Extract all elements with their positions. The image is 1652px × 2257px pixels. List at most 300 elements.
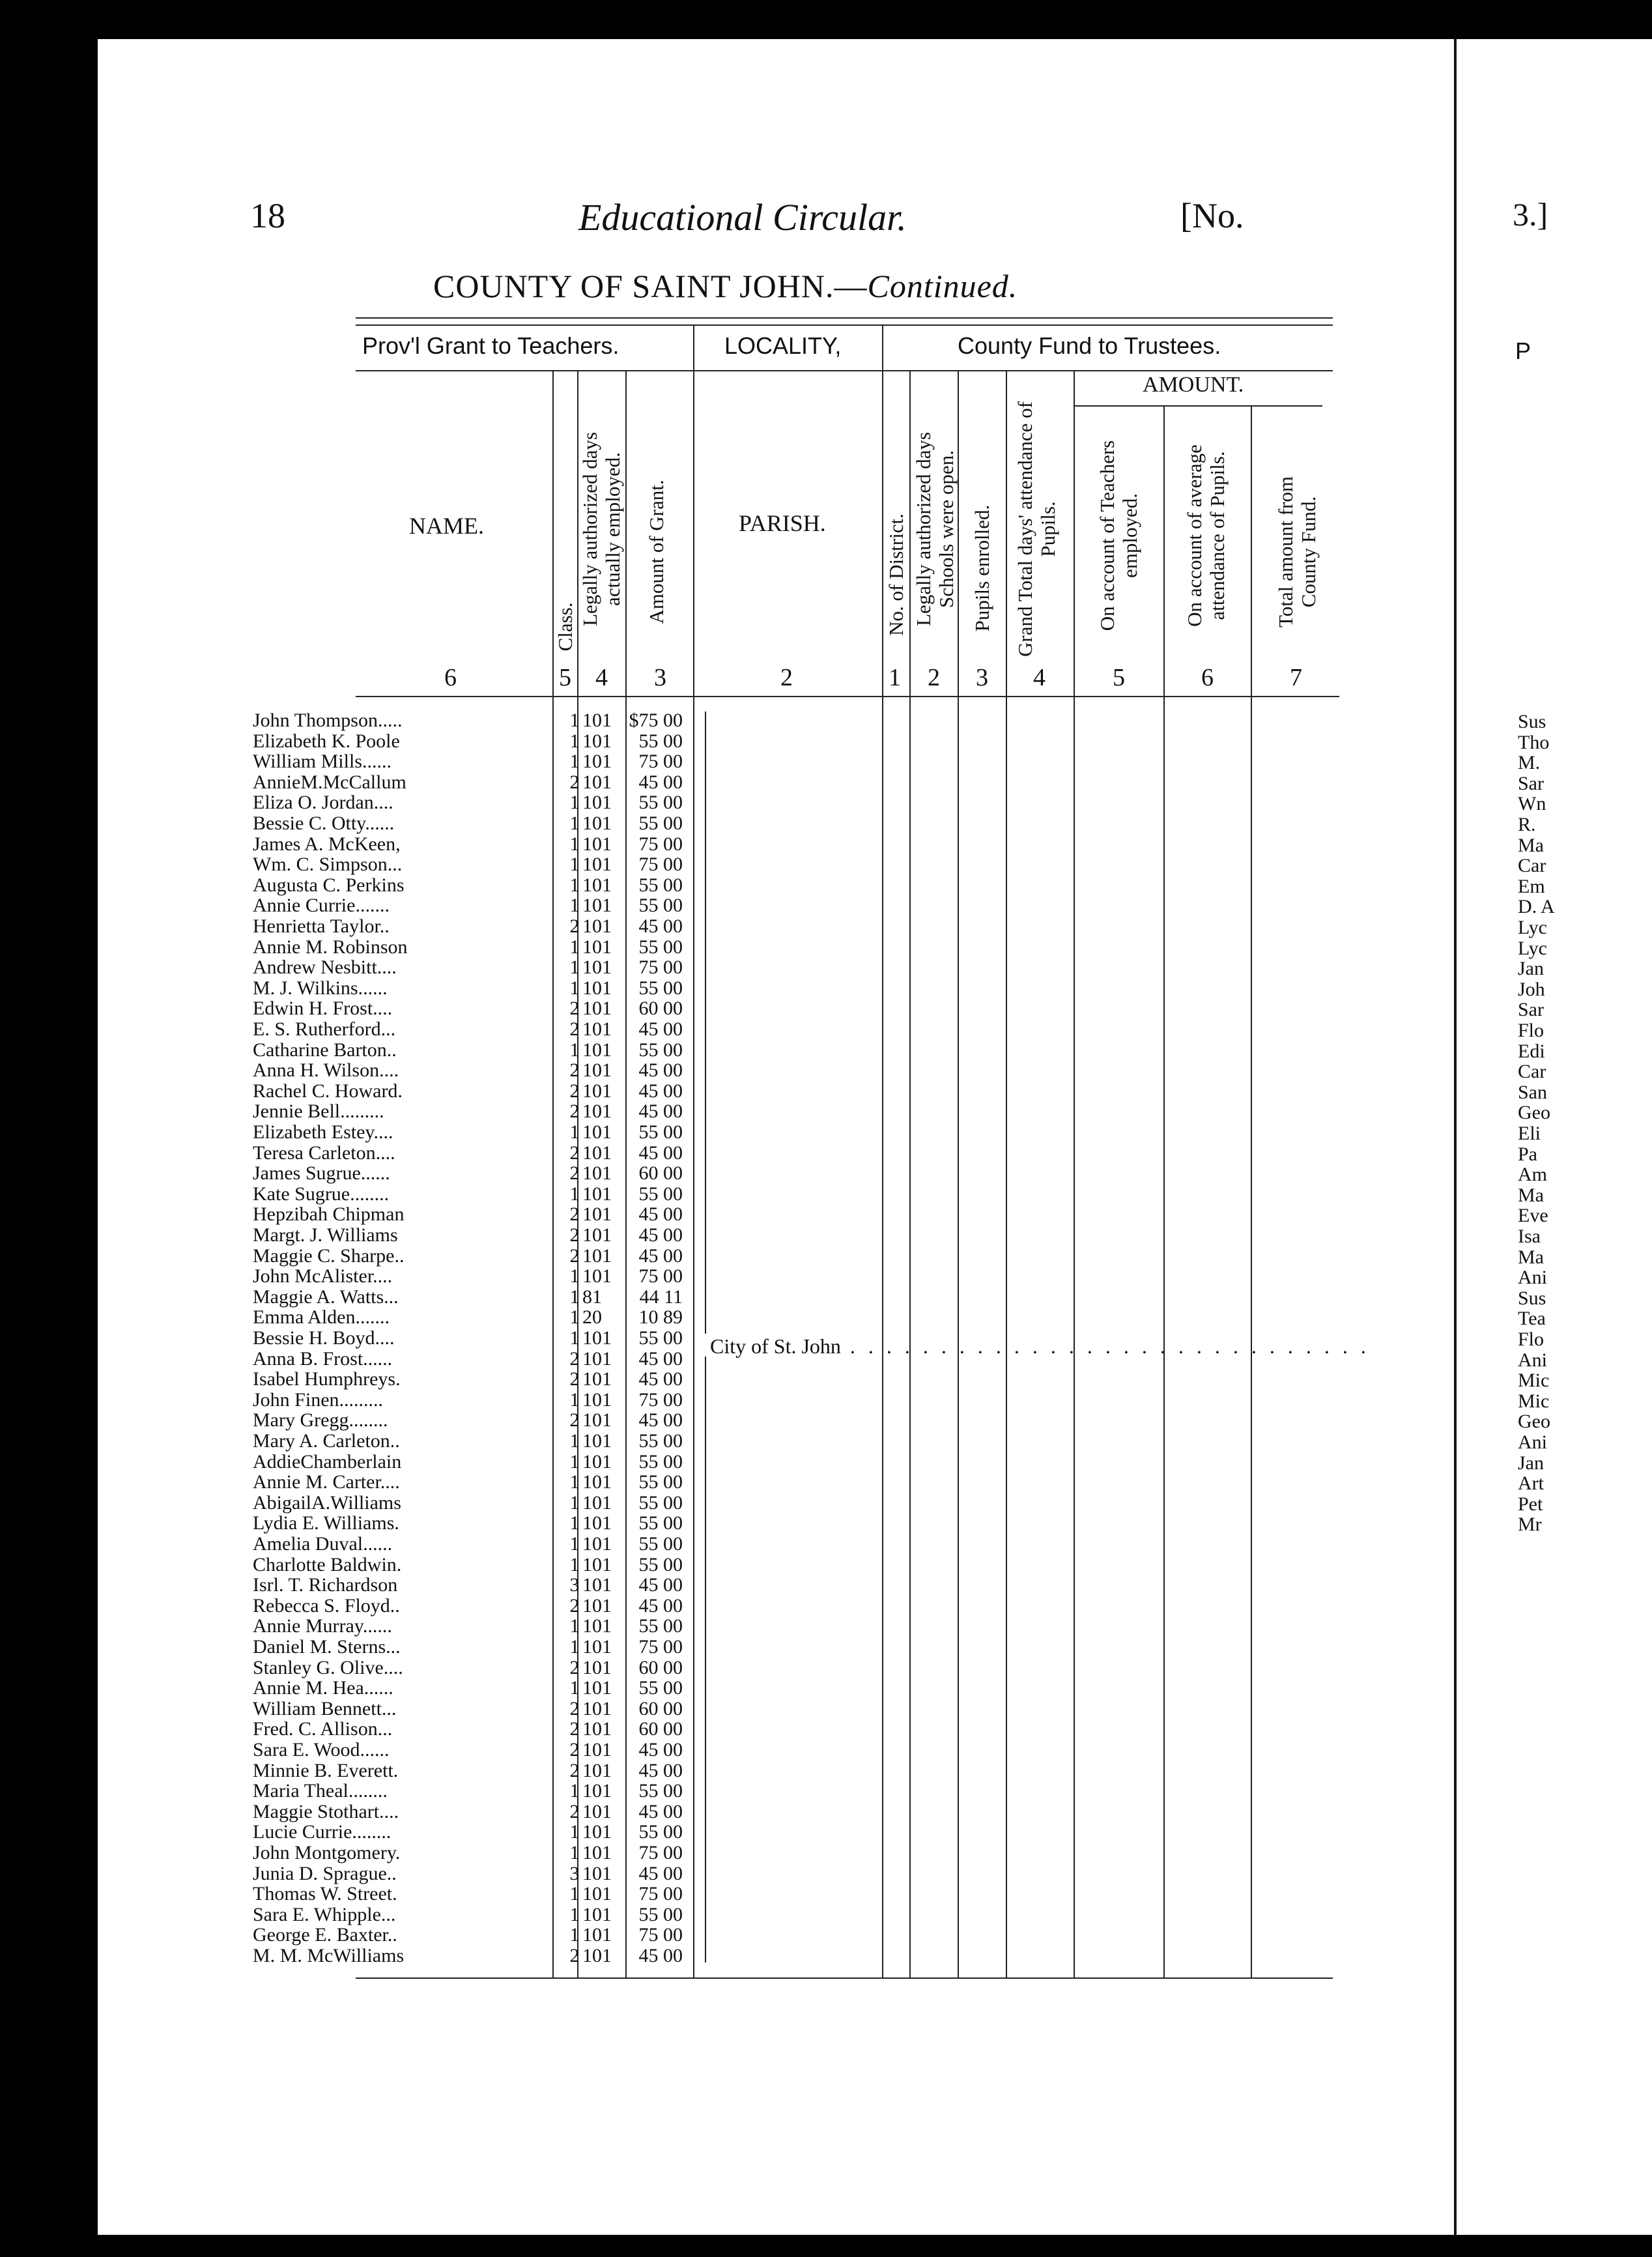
teacher-days: 101 <box>582 1636 612 1658</box>
teacher-name: Sara E. Wood...... <box>253 1739 390 1761</box>
teacher-grant: 55 00 <box>638 1471 683 1493</box>
teacher-grant: 55 00 <box>638 1533 683 1555</box>
next-page-row: Ani <box>1518 1431 1547 1453</box>
teacher-days: 20 <box>582 1306 602 1329</box>
next-page-row: Eve <box>1518 1205 1548 1227</box>
header-attendance: Grand Total days' attendance of Pupils. <box>1014 401 1059 657</box>
next-page-row: Lyc <box>1518 917 1547 938</box>
next-page-row: Flo <box>1518 1020 1545 1041</box>
teacher-days: 101 <box>582 1203 612 1226</box>
colnum-attendance: 4 <box>1033 664 1046 691</box>
teacher-name: Thomas W. Street. <box>253 1883 397 1905</box>
teacher-days: 101 <box>582 1409 612 1431</box>
next-page-row: D. A <box>1518 896 1555 918</box>
teacher-days: 101 <box>582 1430 612 1452</box>
teacher-grant: 45 00 <box>638 1100 683 1123</box>
teacher-grant: 45 00 <box>638 1739 683 1761</box>
top-rule <box>356 317 1333 319</box>
teacher-days: 101 <box>582 1142 612 1164</box>
teacher-grant: 60 00 <box>638 1718 683 1740</box>
teacher-grant: 55 00 <box>638 977 683 999</box>
teacher-grant: 75 00 <box>638 1636 683 1658</box>
teacher-name: John Montgomery. <box>253 1842 401 1863</box>
teacher-days: 101 <box>582 1697 612 1719</box>
teacher-class: 1 <box>569 1471 580 1493</box>
teacher-grant: 55 00 <box>638 1491 683 1514</box>
teacher-class: 1 <box>569 833 580 855</box>
next-page-row: Car <box>1518 1061 1546 1083</box>
teacher-grant: 55 00 <box>638 1677 683 1699</box>
teacher-name: Sara E. Whipple... <box>253 1903 396 1925</box>
teacher-grant: 45 00 <box>638 1800 683 1822</box>
teacher-days: 101 <box>582 1842 612 1863</box>
teacher-name: M. J. Wilkins...... <box>253 977 388 999</box>
teacher-grant: 75 00 <box>638 833 683 855</box>
next-page-row: Mic <box>1518 1370 1550 1392</box>
teacher-name: Annie M. Robinson <box>253 936 408 958</box>
teacher-grant: 55 00 <box>638 1780 683 1802</box>
header-grant: Amount of Grant. <box>645 480 668 624</box>
teacher-grant: 55 00 <box>638 1450 683 1473</box>
teacher-class: 1 <box>569 874 580 896</box>
teacher-days: 81 <box>582 1286 602 1308</box>
teacher-grant: 55 00 <box>638 792 683 814</box>
teacher-grant: $75 00 <box>629 710 683 731</box>
teacher-grant: 75 00 <box>638 854 683 876</box>
teacher-grant: 55 00 <box>638 1039 683 1061</box>
teacher-name: M. M. McWilliams <box>253 1945 405 1966</box>
teacher-class: 2 <box>569 1945 580 1966</box>
teacher-class: 1 <box>569 895 580 917</box>
teacher-name: Stanley G. Olive.... <box>253 1656 403 1678</box>
teacher-days: 101 <box>582 1183 612 1205</box>
teacher-name: Kate Sugrue........ <box>253 1183 390 1205</box>
teacher-class: 1 <box>569 1512 580 1534</box>
teacher-grant: 55 00 <box>638 1615 683 1637</box>
teacher-days: 101 <box>582 1821 612 1843</box>
teacher-days: 101 <box>582 730 612 752</box>
teacher-name: Elizabeth Estey.... <box>253 1121 393 1143</box>
teacher-grant: 44 11 <box>639 1286 683 1308</box>
next-page-row: Sar <box>1518 999 1544 1021</box>
teacher-name: Isabel Humphreys. <box>253 1368 401 1390</box>
teacher-class: 2 <box>569 1409 580 1431</box>
teacher-class: 1 <box>569 1450 580 1473</box>
teacher-name: Annie Murray...... <box>253 1615 392 1637</box>
teacher-days: 101 <box>582 895 612 917</box>
teacher-grant: 45 00 <box>638 1224 683 1246</box>
teacher-class: 2 <box>569 1800 580 1822</box>
group-amount: AMOUNT. <box>1143 373 1244 397</box>
teacher-class: 1 <box>569 1183 580 1205</box>
teacher-class: 1 <box>569 1121 580 1143</box>
col-divider-attendance <box>1074 370 1075 1977</box>
teacher-name: Andrew Nesbitt.... <box>253 956 397 979</box>
teacher-name: Rachel C. Howard. <box>253 1080 403 1102</box>
teacher-class: 1 <box>569 1388 580 1411</box>
teacher-class: 2 <box>569 1142 580 1164</box>
teacher-class: 2 <box>569 998 580 1020</box>
col-divider-average <box>1251 405 1252 1977</box>
teacher-name: Rebecca S. Floyd.. <box>253 1594 400 1617</box>
teacher-name: Annie M. Carter.... <box>253 1471 400 1493</box>
teacher-days: 101 <box>582 1553 612 1575</box>
header-teachers-account: On account of Teachers employed. <box>1096 440 1141 631</box>
teacher-days: 101 <box>582 1780 612 1802</box>
teacher-days: 101 <box>582 1759 612 1781</box>
teacher-class: 1 <box>569 854 580 876</box>
table-title <box>433 267 1018 305</box>
teacher-name: Maggie A. Watts... <box>253 1286 399 1308</box>
teacher-days: 101 <box>582 874 612 896</box>
teacher-days: 101 <box>582 1347 612 1370</box>
teacher-grant: 75 00 <box>638 1265 683 1287</box>
teacher-days: 101 <box>582 1800 612 1822</box>
teacher-grant: 45 00 <box>638 1080 683 1102</box>
teacher-days: 101 <box>582 1615 612 1637</box>
col-divider-grant <box>693 326 694 1977</box>
teacher-days: 101 <box>582 1491 612 1514</box>
teacher-grant: 45 00 <box>638 1409 683 1431</box>
group-locality: LOCALITY, <box>724 332 842 359</box>
teacher-class: 1 <box>569 1306 580 1329</box>
teacher-days: 101 <box>582 977 612 999</box>
colnum-grant: 3 <box>654 664 666 691</box>
teacher-grant: 55 00 <box>638 1327 683 1349</box>
next-page-row: Tho <box>1518 731 1550 753</box>
group-county: County Fund to Trustees. <box>958 332 1221 359</box>
teacher-grant: 75 00 <box>638 751 683 773</box>
next-page-row: Em <box>1518 875 1545 897</box>
teacher-grant: 55 00 <box>638 1821 683 1843</box>
teacher-name: John Thompson..... <box>253 710 403 731</box>
next-page-row: Edi <box>1518 1040 1545 1062</box>
next-page-row: Ma <box>1518 1246 1544 1268</box>
teacher-grant: 60 00 <box>638 1697 683 1719</box>
teacher-name: Lydia E. Williams. <box>253 1512 399 1534</box>
teacher-name: Edwin H. Frost.... <box>253 998 393 1020</box>
teacher-class: 1 <box>569 1553 580 1575</box>
teacher-class: 2 <box>569 1656 580 1678</box>
teacher-name: Charlotte Baldwin. <box>253 1553 402 1575</box>
teacher-class: 1 <box>569 1491 580 1514</box>
teacher-days: 101 <box>582 812 612 834</box>
next-page-row: Geo <box>1518 1102 1550 1124</box>
teacher-class: 1 <box>569 936 580 958</box>
teacher-class: 1 <box>569 956 580 979</box>
header-days-employed: Legally authorized days actually employed. <box>578 432 624 626</box>
teacher-days: 101 <box>582 1121 612 1143</box>
teacher-class: 1 <box>569 1265 580 1287</box>
teacher-class: 2 <box>569 1059 580 1082</box>
teacher-name: Henrietta Taylor.. <box>253 915 390 937</box>
teacher-name: Maggie C. Sharpe.. <box>253 1244 405 1267</box>
teacher-days: 101 <box>582 751 612 773</box>
next-page-row: Tea <box>1518 1308 1546 1330</box>
teacher-name: Jennie Bell......... <box>253 1100 384 1123</box>
next-page-row: Jan <box>1518 958 1544 980</box>
teacher-grant: 45 00 <box>638 1759 683 1781</box>
teacher-grant: 60 00 <box>638 998 683 1020</box>
teacher-name: Elizabeth K. Poole <box>253 730 400 752</box>
teacher-class: 2 <box>569 1244 580 1267</box>
teacher-grant: 45 00 <box>638 771 683 793</box>
teacher-grant: 45 00 <box>638 1574 683 1596</box>
teacher-grant: 45 00 <box>638 1368 683 1390</box>
next-page-row: Flo <box>1518 1329 1545 1350</box>
teacher-days: 101 <box>582 854 612 876</box>
teacher-name: William Bennett... <box>253 1697 397 1719</box>
next-page-row: M. <box>1518 752 1541 774</box>
teacher-class: 2 <box>569 1594 580 1617</box>
teacher-name: John Finen......... <box>253 1388 384 1411</box>
teacher-class: 1 <box>569 792 580 814</box>
teacher-days: 101 <box>582 1450 612 1473</box>
teacher-name: John McAlister.... <box>253 1265 393 1287</box>
teacher-grant: 55 00 <box>638 1430 683 1452</box>
teacher-name: Margt. J. Williams <box>253 1224 398 1246</box>
next-page-row: Sar <box>1518 772 1544 794</box>
teacher-class: 3 <box>569 1574 580 1596</box>
teacher-name: Hepzibah Chipman <box>253 1203 405 1226</box>
teacher-days: 101 <box>582 1059 612 1082</box>
header-average-account: On account of average attendance of Pupils. <box>1183 444 1229 627</box>
teacher-days: 101 <box>582 1945 612 1966</box>
next-page-row: San <box>1518 1081 1547 1103</box>
col-divider-parish <box>882 326 883 1977</box>
teacher-grant: 75 00 <box>638 1842 683 1863</box>
next-page-row: R. <box>1518 814 1536 835</box>
teacher-name: Bessie C. Otty...... <box>253 812 395 834</box>
colnum-pupils: 3 <box>976 664 988 691</box>
teacher-class: 1 <box>569 1677 580 1699</box>
teacher-class: 2 <box>569 1759 580 1781</box>
teacher-grant: 45 00 <box>638 1018 683 1040</box>
teacher-grant: 55 00 <box>638 1903 683 1925</box>
teacher-name: AnnieM.McCallum <box>253 771 406 793</box>
teacher-class: 2 <box>569 1347 580 1370</box>
next-page-row: Sus <box>1518 1287 1546 1309</box>
colnum-days: 4 <box>595 664 608 691</box>
teacher-grant: 55 00 <box>638 936 683 958</box>
teacher-days: 101 <box>582 1883 612 1905</box>
teacher-name: Junia D. Sprague.. <box>253 1862 397 1884</box>
teacher-class: 1 <box>569 1430 580 1452</box>
next-page-row: Eli <box>1518 1123 1541 1144</box>
teacher-days: 101 <box>582 792 612 814</box>
teacher-days: 101 <box>582 1388 612 1411</box>
header-district: No. of District. <box>885 513 907 636</box>
teacher-days: 101 <box>582 1574 612 1596</box>
teacher-name: Eliza O. Jordan.... <box>253 792 393 814</box>
next-page-row: Sus <box>1518 711 1546 732</box>
teacher-name: Emma Alden....... <box>253 1306 390 1329</box>
teacher-name: Maria Theal........ <box>253 1780 388 1802</box>
teacher-class: 1 <box>569 730 580 752</box>
teacher-days: 101 <box>582 1162 612 1185</box>
teacher-name: Bessie H. Boyd.... <box>253 1327 395 1349</box>
colnum-days-open: 2 <box>928 664 940 691</box>
locality-brace-top <box>705 712 713 1334</box>
top-rule-2 <box>356 324 1333 326</box>
teacher-days: 101 <box>582 1368 612 1390</box>
teacher-days: 101 <box>582 1718 612 1740</box>
teacher-name: Fred. C. Allison... <box>253 1718 393 1740</box>
teacher-days: 101 <box>582 998 612 1020</box>
next-page-row: Art <box>1518 1473 1544 1495</box>
teacher-grant: 45 00 <box>638 1142 683 1164</box>
teacher-name: Daniel M. Sterns... <box>253 1636 401 1658</box>
group-provincial: Prov'l Grant to Teachers. <box>362 332 620 359</box>
teacher-days: 101 <box>582 710 612 731</box>
colnum-total: 7 <box>1290 664 1302 691</box>
teacher-class: 1 <box>569 1924 580 1946</box>
teacher-grant: 75 00 <box>638 1388 683 1411</box>
teacher-days: 101 <box>582 1656 612 1678</box>
teacher-class: 2 <box>569 1718 580 1740</box>
header-bottom-rule <box>356 696 1339 697</box>
teacher-grant: 45 00 <box>638 1244 683 1267</box>
teacher-days: 101 <box>582 1512 612 1534</box>
colnum-name: 6 <box>444 664 457 691</box>
teacher-name: Mary A. Carleton.. <box>253 1430 400 1452</box>
teacher-grant: 55 00 <box>638 1512 683 1534</box>
teacher-name: Augusta C. Perkins <box>253 874 405 896</box>
teacher-name: Lucie Currie........ <box>253 1821 392 1843</box>
teacher-name: Annie M. Hea...... <box>253 1677 393 1699</box>
teacher-grant: 45 00 <box>638 915 683 937</box>
teacher-class: 2 <box>569 1018 580 1040</box>
next-page-row: Pa <box>1518 1143 1537 1165</box>
teacher-grant: 55 00 <box>638 730 683 752</box>
amount-rule <box>1075 405 1322 407</box>
teacher-class: 1 <box>569 1636 580 1658</box>
teacher-class: 1 <box>569 1780 580 1802</box>
teacher-name: Anna B. Frost...... <box>253 1347 393 1370</box>
teacher-grant: 45 00 <box>638 1594 683 1617</box>
teacher-grant: 45 00 <box>638 1059 683 1082</box>
next-page-row: Mr <box>1518 1514 1542 1536</box>
header-class: Class. <box>554 602 577 652</box>
teacher-name: James A. McKeen, <box>253 833 401 855</box>
teacher-days: 101 <box>582 936 612 958</box>
teacher-grant: 45 00 <box>638 1203 683 1226</box>
teacher-days: 101 <box>582 771 612 793</box>
colnum-parish: 2 <box>780 664 793 691</box>
teacher-grant: 45 00 <box>638 1862 683 1884</box>
col-divider-daysopen <box>958 370 959 1977</box>
teacher-class: 1 <box>569 1039 580 1061</box>
teacher-class: 3 <box>569 1862 580 1884</box>
colnum-average: 6 <box>1201 664 1214 691</box>
teacher-grant: 55 00 <box>638 1121 683 1143</box>
teacher-grant: 55 00 <box>638 895 683 917</box>
next-page-row: Geo <box>1518 1411 1550 1433</box>
teacher-class: 1 <box>569 977 580 999</box>
teacher-days: 101 <box>582 1080 612 1102</box>
teacher-days: 101 <box>582 833 612 855</box>
teacher-class: 2 <box>569 1697 580 1719</box>
teacher-name: Amelia Duval...... <box>253 1533 393 1555</box>
next-page-row: Ani <box>1518 1349 1547 1371</box>
teacher-class: 1 <box>569 1903 580 1925</box>
teacher-days: 101 <box>582 956 612 979</box>
teacher-name: AbigailA.Williams <box>253 1491 401 1514</box>
teacher-grant: 55 00 <box>638 874 683 896</box>
teacher-name: Teresa Carleton.... <box>253 1142 395 1164</box>
col-divider-district <box>909 370 911 1977</box>
teacher-class: 1 <box>569 1615 580 1637</box>
teacher-days: 101 <box>582 915 612 937</box>
teacher-class: 1 <box>569 1821 580 1843</box>
group-rule <box>356 370 1333 371</box>
teacher-class: 2 <box>569 1739 580 1761</box>
teacher-name: Isrl. T. Richardson <box>253 1574 398 1596</box>
teacher-name: Wm. C. Simpson... <box>253 854 403 876</box>
header-days-open: Legally authorized days Schools were open. <box>912 432 958 626</box>
teacher-days: 101 <box>582 1924 612 1946</box>
locality-brace-bottom <box>705 1357 713 1962</box>
locality-value: City of St. John . . . . . . . . . . . . . . . . . . . . . . . . . . . . . <box>710 1334 1370 1358</box>
colnum-district: 1 <box>889 664 901 691</box>
header-parish: PARISH. <box>739 510 826 536</box>
next-page-row: Lyc <box>1518 937 1547 959</box>
next-page-row: Car <box>1518 855 1546 877</box>
table-bottom-rule <box>356 1977 1333 1979</box>
teacher-class: 2 <box>569 915 580 937</box>
colnum-teachers: 5 <box>1113 664 1125 691</box>
teacher-class: 1 <box>569 812 580 834</box>
teacher-name: Minnie B. Everett. <box>253 1759 399 1781</box>
header-total-county: Total amount from County Fund. <box>1274 476 1320 628</box>
teacher-days: 101 <box>582 1903 612 1925</box>
teacher-days: 101 <box>582 1265 612 1287</box>
teacher-name: Mary Gregg........ <box>253 1409 388 1431</box>
running-title: Educational Circular. <box>578 196 907 238</box>
teacher-grant: 55 00 <box>638 812 683 834</box>
teacher-name: AddieChamberlain <box>253 1450 402 1473</box>
teacher-grant: 55 00 <box>638 1183 683 1205</box>
teacher-class: 1 <box>569 1842 580 1863</box>
next-page-row: Wn <box>1518 793 1546 815</box>
next-page-sheet <box>1492 39 1652 2235</box>
teacher-days: 101 <box>582 1677 612 1699</box>
next-page-row: Am <box>1518 1164 1547 1186</box>
page-number: 18 <box>250 196 285 235</box>
teacher-days: 101 <box>582 1739 612 1761</box>
teacher-name: E. S. Rutherford... <box>253 1018 396 1040</box>
teacher-class: 2 <box>569 1080 580 1102</box>
next-page-row: Pet <box>1518 1493 1543 1515</box>
teacher-days: 101 <box>582 1244 612 1267</box>
next-page-group: P <box>1515 338 1531 364</box>
teacher-name: Anna H. Wilson.... <box>253 1059 399 1082</box>
teacher-grant: 60 00 <box>638 1656 683 1678</box>
next-page-row: Ma <box>1518 834 1544 856</box>
teacher-class: 1 <box>569 751 580 773</box>
teacher-name: Annie Currie....... <box>253 895 390 917</box>
page-gutter <box>1454 39 1494 2235</box>
teacher-class: 2 <box>569 1203 580 1226</box>
teacher-name: William Mills...... <box>253 751 392 773</box>
header-name: NAME. <box>409 513 484 539</box>
teacher-grant: 45 00 <box>638 1945 683 1966</box>
teacher-days: 101 <box>582 1862 612 1884</box>
teacher-name: James Sugrue...... <box>253 1162 390 1185</box>
next-page-row: Mic <box>1518 1390 1550 1412</box>
teacher-days: 101 <box>582 1224 612 1246</box>
teacher-grant: 10 89 <box>638 1306 683 1329</box>
